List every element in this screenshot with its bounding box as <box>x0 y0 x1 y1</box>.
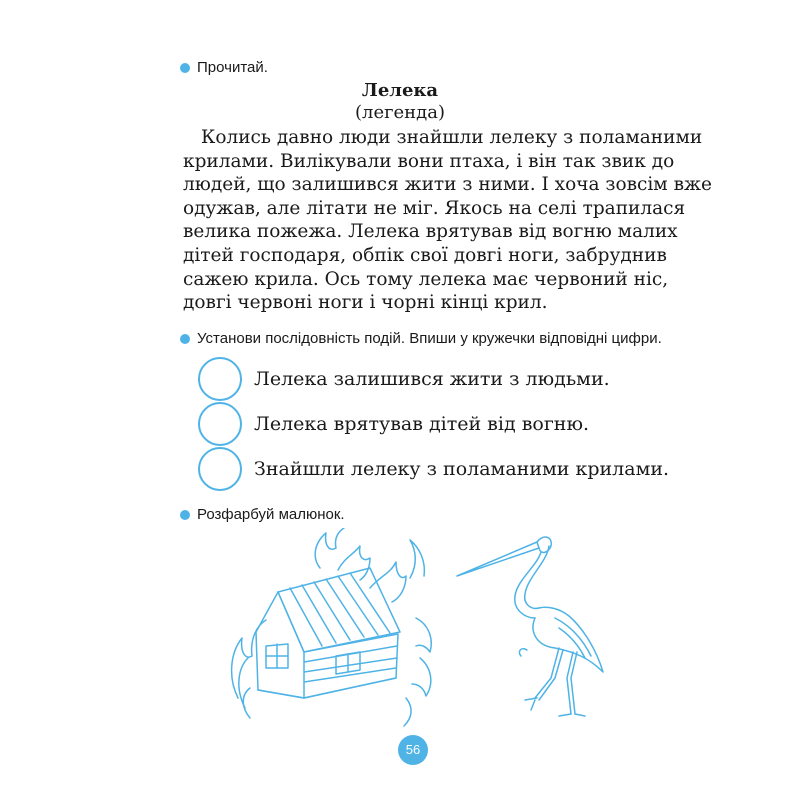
story-line: дітей господаря, обпік свої довгі ноги, забруднив <box>183 244 667 266</box>
page-number: 56 <box>398 735 428 765</box>
event-1: Лелека залишився жити з людьми. <box>254 368 610 390</box>
instruction-sequence: Установи послідовність подій. Впиши у кружечки відповідні цифри. <box>197 330 662 347</box>
answer-circle-1[interactable] <box>198 357 242 401</box>
story-line: одужав, але літати не міг. Якось на селі трапилася <box>183 197 686 219</box>
bullet-icon <box>180 334 190 344</box>
story-line: сажею крила. Ось тому лелека має червоний ніс, <box>183 268 669 290</box>
burning-house-illustration[interactable] <box>220 528 450 728</box>
bullet-icon <box>180 510 190 520</box>
event-3: Знайшли лелеку з поламаними крилами. <box>254 458 670 480</box>
stork-illustration[interactable] <box>455 528 625 718</box>
story-line: Колись давно люди знайшли лелеку з поламаними <box>201 127 703 148</box>
story-text <box>183 126 712 315</box>
story-line: крилами. Вилікували вони птаха, і він так звик до <box>183 150 675 172</box>
story-line: велика пожежа. Лелека врятував від вогню малих <box>183 221 678 243</box>
event-2: Лелека врятував дітей від вогню. <box>254 413 590 435</box>
instruction-read: Прочитай. <box>197 59 268 76</box>
answer-circle-2[interactable] <box>198 402 242 446</box>
story-title: Лелека <box>361 80 439 101</box>
story-line: довгі червоні ноги і чорні кінці крил. <box>183 292 548 314</box>
bullet-icon <box>180 63 190 73</box>
story-line: людей, що залишився жити з ними. І хоча зовсім вже <box>183 174 712 196</box>
instruction-color: Розфарбуй малюнок. <box>197 506 345 523</box>
story-subtitle: (легенда) <box>354 102 446 123</box>
answer-circle-3[interactable] <box>198 447 242 491</box>
